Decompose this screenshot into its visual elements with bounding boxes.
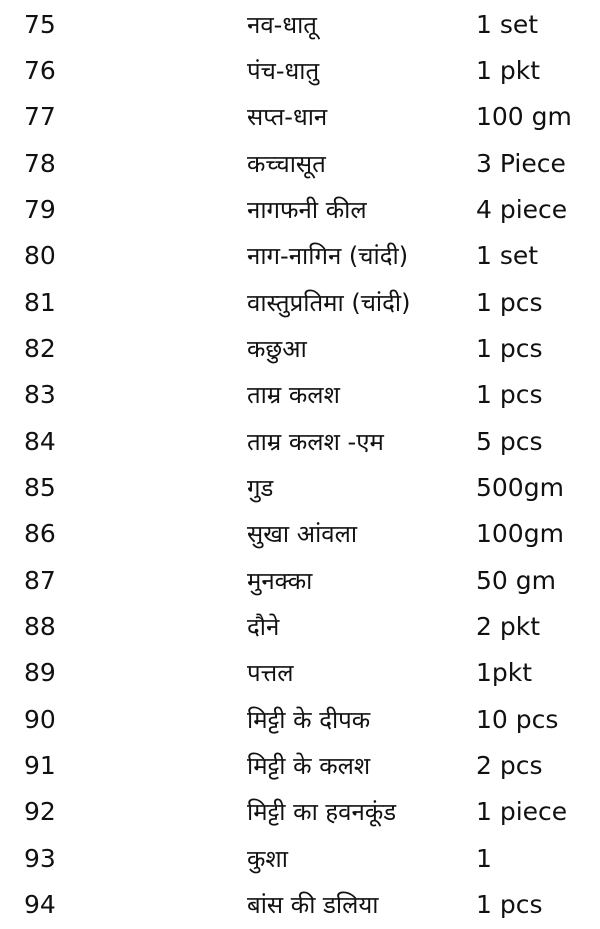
item-quantity: 1 set [476, 241, 539, 270]
item-quantity: 2 pkt [476, 612, 541, 641]
list-row [0, 2, 600, 48]
item-name: गुड [247, 474, 274, 502]
item-name: कच्चासूत [247, 150, 326, 178]
item-name: वास्तुप्रतिमा (चांदी) [247, 289, 411, 317]
list-row [0, 511, 600, 557]
item-quantity: 1 piece [476, 797, 568, 826]
item-name: कछुआ [247, 335, 307, 363]
item-quantity: 100 gm [476, 102, 572, 131]
item-quantity: 1 pcs [476, 380, 543, 409]
item-quantity: 5 pcs [476, 427, 543, 456]
list-row [0, 141, 600, 187]
item-name: नागफनी कील [247, 196, 367, 224]
item-name: मुनक्का [247, 567, 313, 595]
item-quantity: 1pkt [476, 658, 533, 687]
list-row [0, 419, 600, 465]
item-name: ताम्र कलश [247, 381, 340, 409]
item-quantity: 1 [476, 844, 492, 873]
item-name: मिट्टी के कलश [247, 752, 371, 780]
item-quantity: 1 pcs [476, 334, 543, 363]
list-row [0, 789, 600, 835]
list-row [0, 604, 600, 650]
list-row [0, 697, 600, 743]
list-row [0, 326, 600, 372]
item-name: बांस की डलिया [247, 891, 379, 919]
item-name: पत्तल [247, 659, 294, 687]
item-quantity: 4 piece [476, 195, 568, 224]
row-number: 92 [24, 797, 56, 826]
item-name: नाग-नागिन (चांदी) [247, 242, 409, 270]
row-number: 87 [24, 566, 56, 595]
row-number: 77 [24, 102, 56, 131]
row-number: 85 [24, 473, 56, 502]
item-quantity: 3 Piece [476, 149, 566, 178]
item-name: ताम्र कलश -एम [247, 428, 384, 456]
row-number: 75 [24, 10, 56, 39]
list-row [0, 558, 600, 604]
row-number: 80 [24, 241, 56, 270]
list-row [0, 48, 600, 94]
list-row [0, 233, 600, 279]
item-name: सुखा आंवला [247, 520, 358, 548]
item-name: मिट्टी का हवनकूंड [247, 798, 397, 826]
item-name: नव-धातू [247, 11, 317, 39]
item-quantity: 500gm [476, 473, 564, 502]
list-row [0, 187, 600, 233]
row-number: 86 [24, 519, 56, 548]
item-quantity: 100gm [476, 519, 564, 548]
item-quantity: 10 pcs [476, 705, 559, 734]
row-number: 89 [24, 658, 56, 687]
item-name: दौने [247, 613, 280, 641]
row-number: 83 [24, 380, 56, 409]
row-number: 93 [24, 844, 56, 873]
item-name: सप्त-धान [247, 103, 328, 131]
item-quantity: 1 pcs [476, 890, 543, 919]
item-quantity: 1 set [476, 10, 539, 39]
list-row [0, 650, 600, 696]
item-name: पंच-धातु [247, 57, 320, 85]
item-quantity: 1 pcs [476, 288, 543, 317]
item-quantity: 1 pkt [476, 56, 541, 85]
row-number: 88 [24, 612, 56, 641]
list-row [0, 94, 600, 140]
row-number: 84 [24, 427, 56, 456]
list-row [0, 372, 600, 418]
list-row [0, 465, 600, 511]
list-row [0, 836, 600, 882]
row-number: 79 [24, 195, 56, 224]
row-number: 76 [24, 56, 56, 85]
row-number: 81 [24, 288, 56, 317]
row-number: 91 [24, 751, 56, 780]
item-quantity: 2 pcs [476, 751, 543, 780]
item-quantity: 50 gm [476, 566, 556, 595]
list-row [0, 882, 600, 928]
row-number: 82 [24, 334, 56, 363]
item-name: मिट्टी के दीपक [247, 706, 371, 734]
list-row [0, 280, 600, 326]
row-number: 78 [24, 149, 56, 178]
row-number: 90 [24, 705, 56, 734]
list-row [0, 743, 600, 789]
item-name: कुशा [247, 845, 288, 873]
row-number: 94 [24, 890, 56, 919]
